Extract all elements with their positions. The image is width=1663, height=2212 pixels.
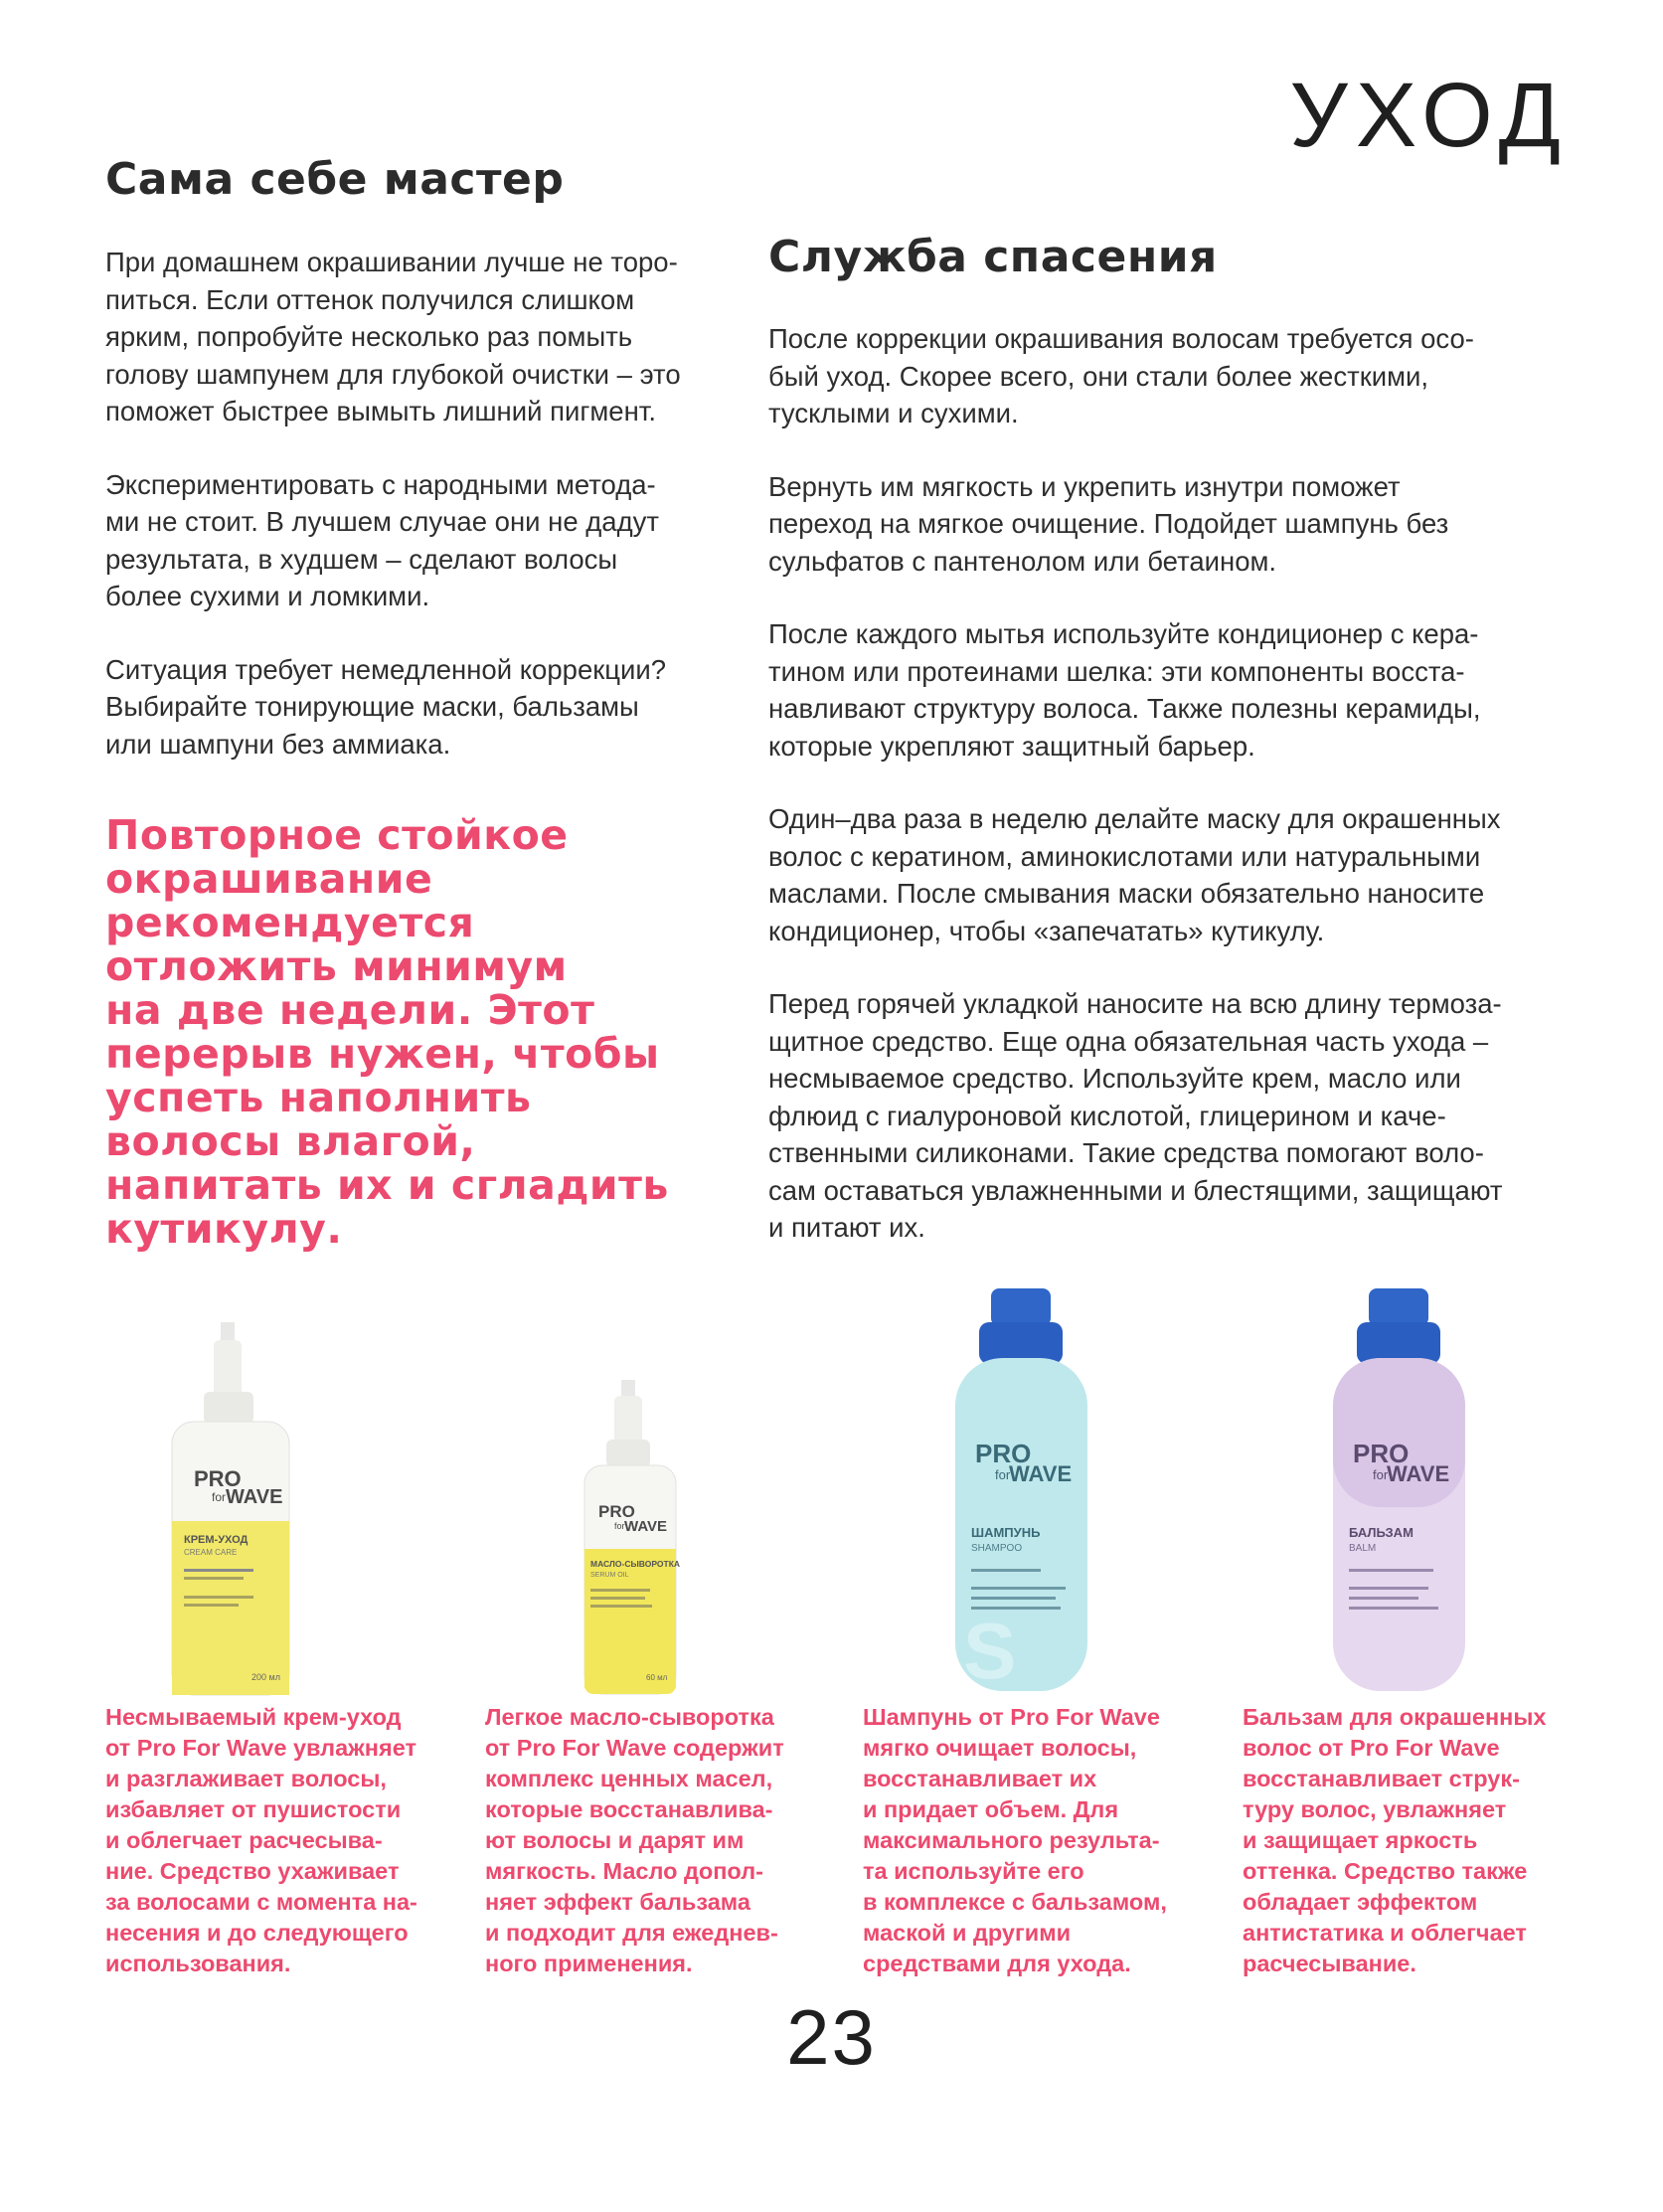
brand-logo-wave: WAVE	[226, 1486, 283, 1508]
right-paragraph: Вернуть им мягкость и укрепить изнутри поможет переход на мягкое очищение. Подойдет шампунь без сульфатов с пантенолом или бетаином.	[768, 470, 1449, 577]
svg-text:for: for	[995, 1467, 1011, 1482]
svg-text:S: S	[963, 1607, 1017, 1695]
brand-logo: PRO	[598, 1502, 635, 1521]
right-paragraph: После каждого мытья используйте кондиционер с кера- тином или протеинами шелка: эти компоненты восста- навливают структуру волоса. Также полезны керамиды, которые укрепляют защитный барьер.	[768, 618, 1481, 762]
right-paragraph: Один–два раза в неделю делайте маску для окрашенных волос с кератином, аминокислотами или натуральными маслами. После смывания маски обязательно наносите кондиционер, чтобы «запечатать» кутикулу.	[768, 803, 1501, 946]
brand-logo: PRO	[194, 1466, 242, 1491]
brand-logo-for: for	[212, 1490, 227, 1504]
page-number: 23	[786, 1993, 877, 2081]
svg-text:КРЕМ-УХОД: КРЕМ-УХОД	[184, 1534, 249, 1546]
brand-logo: PRO	[975, 1439, 1032, 1468]
svg-text:МАСЛО-СЫВОРОТКА: МАСЛО-СЫВОРОТКА	[590, 1559, 681, 1569]
left-column-body	[105, 244, 742, 798]
svg-text:SHAMPOO: SHAMPOO	[971, 1543, 1023, 1554]
svg-text:for: for	[1373, 1467, 1389, 1482]
svg-text:60 мл: 60 мл	[646, 1673, 668, 1682]
svg-text:for: for	[614, 1521, 625, 1531]
right-column-body	[768, 320, 1564, 1282]
right-column-title: Служба спасения	[768, 232, 1218, 282]
bottle-cap	[1369, 1288, 1428, 1326]
product-caption-serum-oil: Легкое масло-сыворотка от Pro For Wave содержит комплекс ценных масел, которые восстанавлива- ют волосы и дарят им мягкость. Масло допол- няет эффект бальзама и подходит для ежеднев- ного применения.	[485, 1704, 784, 1976]
bottle-cap	[991, 1288, 1051, 1326]
left-paragraph: Ситуация требует немедленной коррекции? Выбирайте тонирующие маски, бальзамы или шампуни без аммиака.	[105, 653, 667, 760]
section-tag: УХОД	[1289, 65, 1569, 166]
left-column-title: Сама себе мастер	[105, 154, 565, 205]
svg-text:CREAM CARE: CREAM CARE	[184, 1548, 238, 1557]
right-paragraph: После коррекции окрашивания волосам требуется осо- бый уход. Скорее всего, они стали более жесткими, тусклыми и сухими.	[768, 323, 1474, 428]
product-caption-shampoo: Шампунь от Pro For Wave мягко очищает волосы, восстанавливает их и придает объем. Для максимального результа- та используйте его в комплексе с бальзамом, маской и другими средствами для ухода.	[863, 1704, 1167, 1976]
product-caption-balm: Бальзам для окрашенных волос от Pro For Wave восстанавливает струк- туру волос, увлажняет и защищает яркость оттенка. Средство также обладает эффектом антистатика и облегчает расчесывание.	[1243, 1704, 1547, 1976]
product-cream-care-bottle	[164, 1322, 298, 1700]
svg-text:ШАМПУНЬ: ШАМПУНЬ	[971, 1525, 1041, 1540]
right-paragraph: Перед горячей укладкой наносите на всю длину термоза- щитное средство. Еще одна обязательная часть ухода – несмываемое средство. Используйте крем, масло или флюид с гиалуроновой кислотой, глицерином и каче- ственными силиконами. Такие средства помогают воло- сам оставаться увлажненными и блестящими, защищают и питают их.	[768, 988, 1503, 1243]
left-paragraph: При домашнем окрашивании лучше не торо- питься. Если оттенок получился слишком ярким, попробуйте несколько раз помыть голову шампунем для глубокой очистки – это поможет быстрее вымыть лишний пигмент.	[105, 247, 681, 426]
product-accent-band	[584, 1549, 676, 1688]
svg-text:WAVE: WAVE	[1009, 1461, 1073, 1486]
product-shampoo-bottle	[949, 1288, 1093, 1696]
svg-text:БАЛЬЗАМ: БАЛЬЗАМ	[1349, 1525, 1414, 1540]
product-balm-bottle	[1327, 1288, 1471, 1696]
product-caption-cream-care: Несмываемый крем-уход от Pro For Wave увлажняет и разглаживает волосы, избавляет от пушистости и облегчает расчесыва- ние. Средство ухаживает за волосами с момента на- несения и до следующего использования.	[105, 1704, 417, 1976]
brand-logo: PRO	[1353, 1439, 1410, 1468]
svg-text:SERUM OIL: SERUM OIL	[590, 1572, 629, 1579]
svg-text:WAVE: WAVE	[624, 1518, 668, 1535]
pull-quote: Повторное стойкое окрашивание рекомендуется отложить минимум на две недели. Этот перерыв нужен, чтобы успеть наполнить волосы влагой, напитать их и сгладить кутикулу.	[105, 811, 669, 1253]
svg-text:BALM: BALM	[1349, 1543, 1377, 1554]
svg-text:WAVE: WAVE	[1387, 1461, 1450, 1486]
left-paragraph: Экспериментировать с народными метода- ми не стоит. В лучшем случае они не дадут результата, в худшем – сделают волосы более сухими и ломкими.	[105, 468, 659, 611]
svg-text:200 мл: 200 мл	[251, 1672, 280, 1682]
product-serum-oil-bottle	[577, 1380, 686, 1698]
